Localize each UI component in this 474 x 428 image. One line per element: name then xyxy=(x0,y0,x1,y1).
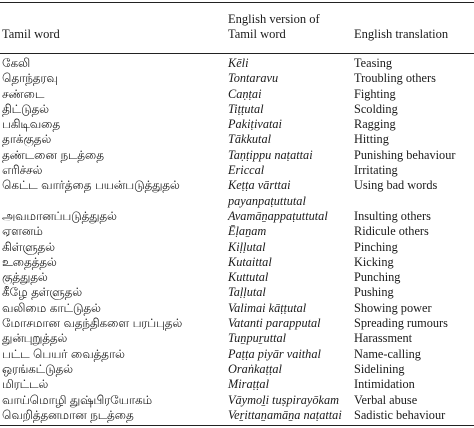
transliteration-line: Pakiṭivatai xyxy=(228,117,282,132)
transliteration-line: Tākkutal xyxy=(228,132,272,147)
table-row xyxy=(0,178,474,209)
transliteration-cell xyxy=(228,178,306,209)
table-row xyxy=(0,377,474,392)
transliteration-line: Tontaravu xyxy=(228,71,279,86)
transliteration-line: Caṇṭai xyxy=(228,86,262,101)
table-top-rule xyxy=(0,2,474,3)
header-english-version-line-2: Tamil word xyxy=(228,27,286,41)
transliteration-cell xyxy=(228,255,272,270)
transliteration-line: Avamāṉappaṭuttutal xyxy=(228,208,328,223)
table-row xyxy=(0,331,474,346)
transliteration-cell xyxy=(228,102,264,117)
table-row xyxy=(0,163,474,178)
tamil-word-cell: கேலி xyxy=(2,56,31,70)
table-row xyxy=(0,393,474,408)
english-translation-cell: Showing power xyxy=(354,300,432,315)
english-translation-cell: Troubling others xyxy=(354,71,436,86)
transliteration-cell xyxy=(228,71,278,86)
table-row xyxy=(0,71,474,86)
transliteration-cell xyxy=(228,270,268,285)
transliteration-cell xyxy=(228,393,339,408)
tamil-word-cell: தொந்தரவு xyxy=(2,71,58,86)
english-translation-cell: Pushing xyxy=(354,285,394,300)
tamil-word-cell: உதைத்தல் xyxy=(2,254,57,269)
tamil-word-cell: அவமானப்படுத்துதல் xyxy=(2,208,117,223)
tamil-word-cell: கெட்ட வார்த்தை பயன்படுத்துதல் xyxy=(2,178,180,193)
transliteration-cell xyxy=(228,56,249,71)
english-translation-cell: Scolding xyxy=(354,101,398,116)
table-row xyxy=(0,209,474,224)
tamil-word-cell: தாக்குதல் xyxy=(2,132,52,147)
transliteration-cell xyxy=(228,148,313,163)
english-translation-cell: Spreading rumours xyxy=(354,316,448,331)
english-translation-cell: Teasing xyxy=(354,56,393,70)
english-translation-cell: Name-calling xyxy=(354,346,421,361)
table-row xyxy=(0,316,474,331)
transliteration-line: Paṭṭa piyār vaithal xyxy=(228,346,321,361)
tamil-word-cell: ஏளனம் xyxy=(2,224,43,239)
tamil-word-cell: மிரட்டல் xyxy=(2,377,49,392)
tamil-word-cell: குத்துதல் xyxy=(2,270,48,285)
table-row xyxy=(0,408,474,423)
transliteration-line: Kiḷḷutal xyxy=(228,239,266,254)
table-row xyxy=(0,224,474,239)
english-translation-cell: Sadistic behaviour xyxy=(354,407,446,422)
table-row xyxy=(0,87,474,102)
transliteration-line: Valimai kāṭṭutal xyxy=(228,300,307,315)
transliteration-line: Kēli xyxy=(228,56,249,70)
tamil-word-cell: ஒரங்கட்டுதல் xyxy=(2,361,73,376)
tamil-word-cell: கீழே தள்ளுதல் xyxy=(2,285,82,300)
table-header-rule xyxy=(0,53,474,54)
transliteration-line: Taṇṭippu naṭattai xyxy=(228,147,313,162)
transliteration-cell xyxy=(228,240,266,255)
english-translation-cell: Punching xyxy=(354,270,401,285)
tamil-word-cell: வெறித்தனமான நடத்தை xyxy=(2,407,134,422)
tamil-word-cell: பட்ட பெயர் வைத்தால் xyxy=(2,346,125,361)
table-row xyxy=(0,102,474,117)
english-translation-cell: Ragging xyxy=(354,117,396,132)
transliteration-cell xyxy=(228,316,321,331)
table-row xyxy=(0,56,474,71)
tamil-word-cell: துன்புறுத்தல் xyxy=(2,331,68,346)
transliteration-line: Taḷḷutal xyxy=(228,285,266,300)
table-row xyxy=(0,301,474,316)
transliteration-line: Oraṅkaṭṭal xyxy=(228,361,282,376)
english-translation-cell: Sidelining xyxy=(354,361,405,376)
transliteration-cell xyxy=(228,347,321,362)
tamil-word-cell: சண்டை xyxy=(2,86,45,101)
english-translation-cell: Intimidation xyxy=(354,377,415,392)
transliteration-cell xyxy=(228,163,264,178)
table-row xyxy=(0,132,474,147)
english-translation-cell: Irritating xyxy=(354,163,398,178)
english-translation-cell: Fighting xyxy=(354,86,396,101)
table-row xyxy=(0,270,474,285)
transliteration-cell xyxy=(228,87,261,102)
tamil-word-cell: வாய்மொழி துஷ்பிரயோகம் xyxy=(2,392,152,407)
tamil-word-cell: தண்டனை நடத்தை xyxy=(2,147,104,162)
transliteration-line: Ēḷaṉam xyxy=(228,224,267,239)
tamil-word-cell: வலிமை காட்டுதல் xyxy=(2,300,101,315)
transliteration-line: Vatanti parapputal xyxy=(228,316,321,331)
table-row xyxy=(0,148,474,163)
transliteration-cell xyxy=(228,209,328,224)
transliteration-cell xyxy=(228,224,266,239)
header-tamil-word: Tamil word xyxy=(2,27,60,41)
table-row xyxy=(0,240,474,255)
transliteration-cell xyxy=(228,408,342,423)
english-translation-cell: Ridicule others xyxy=(354,224,429,239)
tamil-word-cell: மோசமான வதந்திகளை பரப்புதல் xyxy=(2,316,183,331)
transliteration-cell xyxy=(228,362,282,377)
table-row xyxy=(0,362,474,377)
transliteration-cell xyxy=(228,377,269,392)
tamil-word-cell: எரிச்சல் xyxy=(2,163,43,178)
transliteration-line: Tiṭṭutal xyxy=(228,101,264,116)
transliteration-line: Keṭṭa vārttai xyxy=(228,178,291,193)
table-row xyxy=(0,285,474,300)
transliteration-line: Miraṭṭal xyxy=(228,377,269,392)
header-english-translation: English translation xyxy=(354,27,449,41)
transliteration-line: payanpaṭuttutal xyxy=(228,193,306,208)
english-translation-cell: Insulting others xyxy=(354,208,431,223)
english-translation-cell: Kicking xyxy=(354,254,394,269)
english-translation-cell: Punishing behaviour xyxy=(354,147,456,162)
table-row xyxy=(0,347,474,362)
header-english-version-line-1: English version of xyxy=(228,12,320,26)
english-translation-cell: Pinching xyxy=(354,239,398,254)
transliteration-cell xyxy=(228,132,271,147)
transliteration-line: Veṟittaṉamāṉa naṭattai xyxy=(228,407,342,422)
transliteration-cell xyxy=(228,331,286,346)
transliteration-cell xyxy=(228,285,266,300)
transliteration-cell xyxy=(228,117,282,132)
tamil-word-cell: கிள்ளுதல் xyxy=(2,239,55,254)
table-body xyxy=(0,56,474,423)
tamil-word-cell: பகிடிவதை xyxy=(2,117,60,132)
tamil-word-cell: திட்டுதல் xyxy=(2,101,49,116)
transliteration-line: Kutaittal xyxy=(228,254,272,269)
english-translation-cell: Hitting xyxy=(354,132,389,147)
table-row xyxy=(0,117,474,132)
transliteration-line: Vāymoḻi tuṣpirayōkam xyxy=(228,392,339,407)
header-english-version xyxy=(228,12,320,42)
transliteration-line: Ericcal xyxy=(228,163,265,178)
english-translation-cell: Harassment xyxy=(354,331,413,346)
table-row xyxy=(0,255,474,270)
transliteration-line: Tuṉpuṟuttal xyxy=(228,331,287,346)
english-translation-cell: Using bad words xyxy=(354,178,438,193)
transliteration-cell xyxy=(228,301,306,316)
english-translation-cell: Verbal abuse xyxy=(354,392,418,407)
transliteration-line: Kuttutal xyxy=(228,270,269,285)
table-bottom-rule xyxy=(0,425,474,426)
